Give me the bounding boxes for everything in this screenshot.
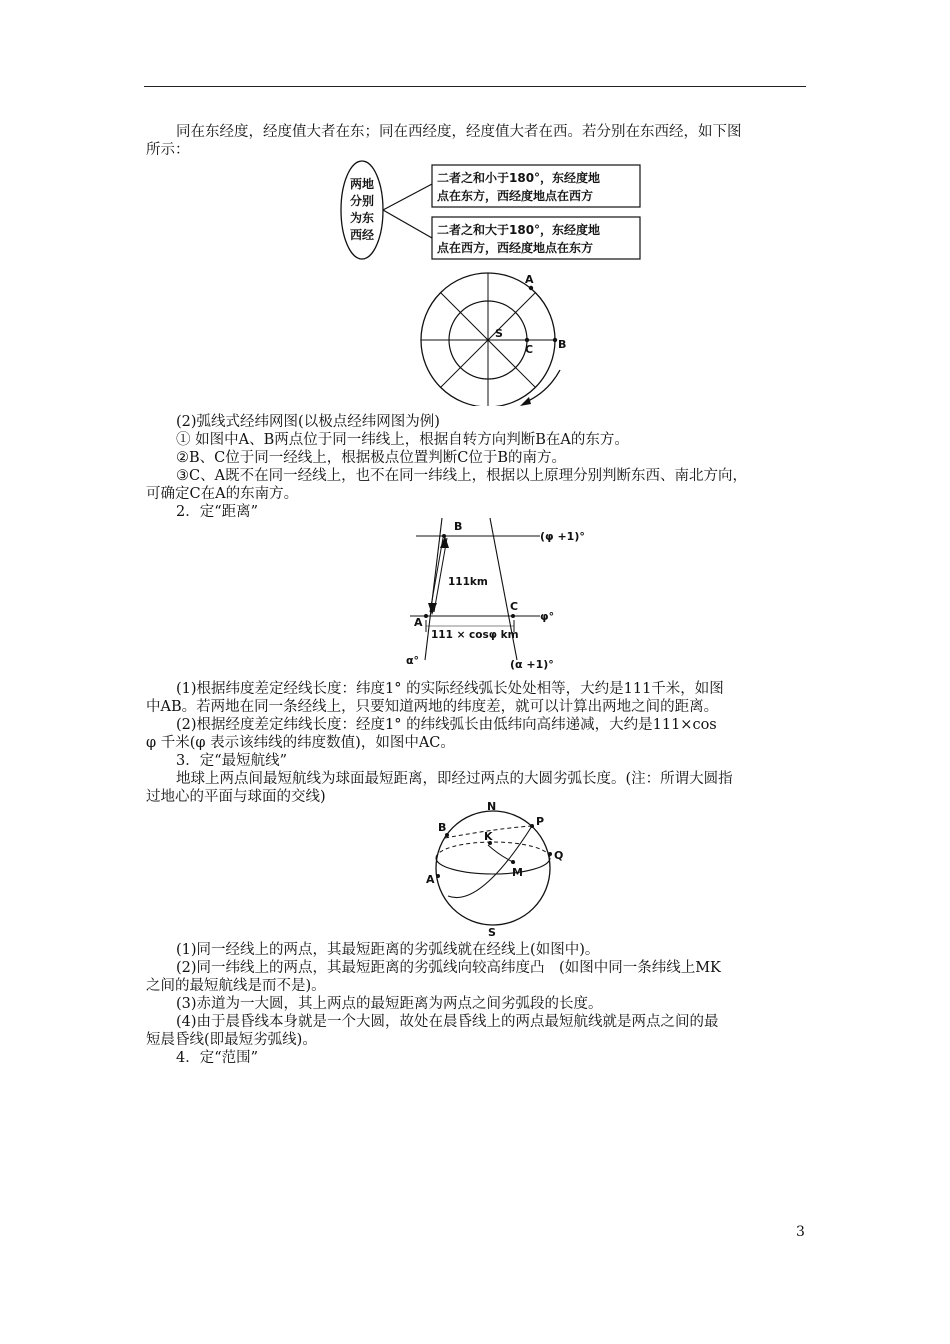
paragraph: ③C、A既不在同一经线上，也不在同一纬线上，根据以上原理分别判断东西、南北方向， (176, 468, 748, 484)
polar-graticule-diagram (410, 270, 570, 406)
header-rule (144, 86, 806, 87)
lat-phi-label: φ° (540, 610, 555, 623)
equator-front (436, 858, 550, 874)
point-c-label: C (525, 343, 534, 356)
paragraph: 地球上两点间最短航线为球面最短距离，即经过两点的大圆劣弧长度。(注：所谓大圆指 (176, 771, 733, 787)
point-b-label: B (558, 338, 567, 351)
flow-diagram (336, 160, 646, 262)
flow-box-top-line: 点在东方，西经度地点在西方 (437, 189, 594, 203)
paragraph: ②B、C位于同一经线上，根据极点位置判断C位于B的南方。 (176, 450, 566, 466)
flow-box-bottom-line: 二者之和大于180°，东经度地 (437, 223, 601, 237)
alpha-label: α° (406, 654, 420, 667)
alpha-plus-label: (α +1)° (510, 658, 554, 671)
paragraph: 可确定C在A的东南方。 (146, 486, 299, 502)
point-p-label: P (536, 815, 545, 828)
paragraph: (3)赤道为一大圆，其上两点的最短距离为两点之间劣弧段的长度。 (176, 996, 603, 1012)
paragraph: 之间的最短航线是而不是)。 (146, 978, 326, 994)
point-b-label: B (438, 821, 447, 834)
rotation-arrow (526, 370, 560, 402)
lat-top-label: (φ +1)° (540, 530, 585, 543)
paragraph: (2)根据经度差定纬线长度：经度1° 的纬线弧长由低纬向高纬递减，大约是111×cos (176, 717, 717, 733)
point-c-label: C (510, 600, 519, 613)
paragraph: (1)根据纬度差定经线长度：纬度1° 的实际经线弧长处处相等，大约是111千米，如图 (176, 681, 724, 697)
point-m-label: M (512, 866, 523, 879)
point-a-label: A (414, 616, 423, 629)
section-heading: 3．定“最短航线” (176, 753, 288, 769)
equator-back (436, 842, 550, 858)
paragraph: (1)同一经线上的两点，其最短距离的劣弧线就在经线上(如图中)。 (176, 942, 600, 958)
latitude-arc (488, 845, 515, 863)
paragraph: 中AB。若两地在同一条经线上，只要知道两地的纬度差，就可以计算出两地之间的距离。 (146, 699, 719, 715)
point-s-label: S (495, 327, 503, 340)
flow-box-top-line: 二者之和小于180°，东经度地 (437, 171, 601, 185)
flow-left-label: 西经 (349, 228, 375, 242)
paragraph: 同在东经度，经度值大者在东；同在西经度，经度值大者在西。若分别在东西经，如下图 (176, 124, 742, 140)
paragraph: (4)由于晨昏线本身就是一个大圆，故处在晨昏线上的两点最短航线就是两点之间的最 (176, 1014, 719, 1030)
paragraph: 过地心的平面与球面的交线) (146, 789, 326, 805)
section-heading: 4．定“范围” (176, 1050, 259, 1066)
point-a-label: A (525, 273, 534, 286)
flow-left-label: 两地 (349, 177, 375, 191)
flow-left-label: 为东 (349, 211, 375, 225)
globe-circle (436, 811, 550, 925)
paragraph: (2)同一纬线上的两点，其最短距离的劣弧线向较高纬度凸 (如图中同一条纬线上MK (176, 960, 721, 976)
paragraph: φ 千米(φ 表示该纬线的纬度数值)，如图中AC。 (146, 735, 455, 751)
globe-diagram (420, 798, 580, 938)
point-q-label: Q (554, 849, 564, 862)
point-b-label: B (454, 520, 463, 533)
point-n-label: N (487, 800, 497, 813)
point-a-label: A (426, 873, 435, 886)
section-heading: 2．定“距离” (176, 504, 259, 520)
flow-left-label: 分别 (349, 194, 375, 208)
point-k-label: K (484, 830, 493, 843)
km-label: 111km (448, 576, 488, 588)
point-s-label: S (488, 926, 496, 938)
flow-ellipse (341, 161, 383, 259)
page-number: 3 (796, 1224, 805, 1240)
paragraph: 所示： (146, 142, 190, 158)
paragraph: (2)弧线式经纬网图(以极点经纬网图为例) (176, 414, 440, 430)
width-label: 111 × cosφ km (431, 629, 519, 641)
paragraph: ① 如图中A、B两点位于同一纬线上，根据自转方向判断B在A的东方。 (176, 432, 629, 448)
distance-diagram (400, 514, 600, 676)
flow-box-bottom-line: 点在西方，西经度地点在东方 (437, 241, 594, 255)
paragraph: 短晨昏线(即最短劣弧线)。 (146, 1032, 317, 1048)
